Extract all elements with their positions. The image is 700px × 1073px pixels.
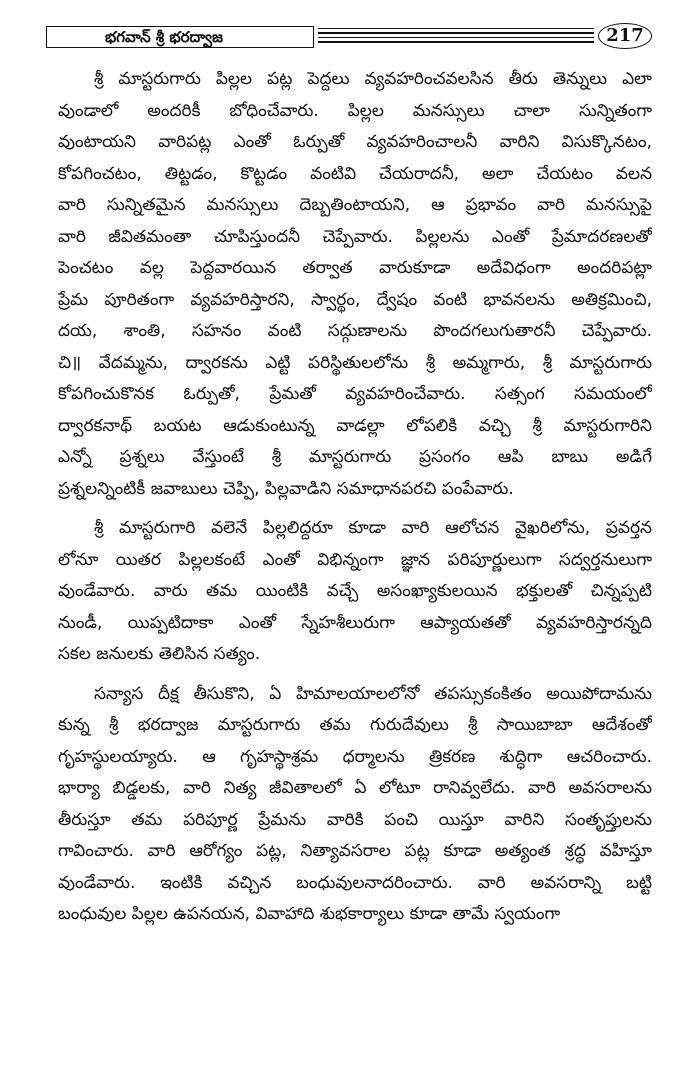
text-line: చి॥ వేదమ్మను, ద్వారకను ఎట్టి పరిస్థితులలోను శ్రీ అమ్మగారు, శ్రీ మాస్టరుగారు	[58, 352, 652, 373]
body-text	[58, 64, 652, 931]
text-line: గావించారు. వారి ఆరోగ్యం పట్ల, నిత్యావసరాల పట్ల కూడా అత్యంత శ్రద్ధ వహిస్తూ	[58, 841, 652, 861]
text-line: దయ, శాంతి, సహనం వంటి సద్గుణాలను పొందగలుగుతారనీ చెప్పేవారు.	[58, 321, 652, 341]
running-header	[46, 26, 652, 50]
text-line: వుండాలో అందరికీ బోధించేవారు. పిల్లల మనస్సులు చాలా సున్నితంగా	[58, 100, 652, 121]
header-rule	[318, 37, 594, 38]
text-line: శ్రీ మాస్టరుగారు పిల్లల పట్ల పెద్దలు వ్యవహరించవలసిన తీరు తెన్నులు ఎలా	[94, 69, 652, 89]
paragraph	[58, 64, 652, 505]
text-line: వుండేవారు. వారు తమ యింటికి వచ్చే అసంఖ్యాకులయిన భక్తులతో చిన్నప్పటి	[58, 581, 652, 601]
text-line: బంధువుల పిల్లల ఉపనయన, వివాహాది శుభకార్యాలు కూడా తామే స్వయంగా	[58, 904, 561, 924]
text-line: పెంచటం వల్ల పెద్దవారయిన తర్వాత వారుకూడా అదేవిధంగా అందరిపట్లా	[58, 258, 652, 278]
text-line: గృహస్థులయ్యారు. ఆ గృహస్థాశ్రమ ధర్మాలను త్రికరణ శుద్ధిగా ఆచరించారు.	[58, 746, 652, 767]
paragraph	[58, 513, 652, 671]
text-line: తీరుస్తూ తమ పరిపూర్ణ ప్రేమను వారికి పంచి యిస్తూ వారిని సంతృప్తులను	[58, 809, 652, 830]
text-line: ప్రేమ పూరితంగా వ్యవహరిస్తారని, స్వార్థం, ద్వేషం వంటి భావనలను అతిక్రమించి,	[58, 289, 652, 310]
text-line: ఎన్నో ప్రశ్నలు వేస్తుంటే శ్రీ మాస్టరుగారు ప్రసంగం ఆపి బాబు అడిగే	[58, 447, 652, 467]
text-line: కోపగించటం, తిట్టడం, కొట్టడం వంటివి చేయరాదనీ, అలా చేయటం వలన	[58, 163, 652, 184]
text-line: సకల జనులకు తెలిసిన సత్యం.	[58, 644, 261, 664]
text-line: నుండీ, యిప్పటిదాకా ఎంతో స్నేహశీలురుగా ఆప్యాయతతో వ్యవహరిస్తారన్నది	[58, 612, 652, 633]
text-line: వుంటాయని వారిపట్ల ఎంతో ఓర్పుతో వ్యవహరించాలనీ వారిని విసుక్కొనటం,	[58, 132, 652, 152]
header-rules	[318, 28, 594, 46]
text-line: కున్న శ్రీ భరద్వాజ మాస్టరుగారు తమ గురుదేవులు శ్రీ సాయిబాబా ఆదేశంతో	[58, 715, 652, 735]
header-rule	[318, 32, 594, 33]
page-number: 217	[598, 23, 652, 49]
paragraph-gap	[58, 671, 652, 679]
paragraph-gap	[58, 505, 652, 513]
text-line: లోనూ యితర పిల్లలకంటే ఎంతో విభిన్నంగా జ్ఞాన పరిపూర్ణులుగా సద్వర్తనులుగా	[58, 549, 652, 570]
text-line: కోపగించుకొనక ఓర్పుతో, ప్రేమతో వ్యవహరించేవారు. సత్సంగ సమయంలో	[58, 384, 652, 404]
text-line: శ్రీ మాస్టరుగారి వలెనే పిల్లలిద్దరూ కూడా వారి ఆలోచన వైఖరిలోను, ప్రవర్తన	[94, 518, 652, 538]
text-line: ద్వారకనాథ్ బయట ఆడుకుంటున్న వాడల్లా లోపలికి వచ్చి శ్రీ మాస్టరుగారిని	[58, 415, 652, 436]
text-line: సన్యాస దీక్ష తీసుకొని, ఏ హిమాలయాలలోనో తపస్సుకంకితం అయిపోదామను	[94, 683, 652, 704]
header-rule	[318, 28, 594, 29]
text-line: భార్యా బిడ్డలకు, వారి నిత్య జీవితాలలో ఏ లోటూ రానివ్వలేదు. వారి అవసరాలను	[58, 778, 652, 798]
text-line: ప్రశ్నలన్నింటికీ జవాబులు చెప్పి, పిల్లవాడిని సమాధానపరచి పంపేవారు.	[58, 478, 514, 499]
text-line: వారి సున్నితమైన మనస్సులు దెబ్బతింటాయని, ఆ ప్రభావం వారి మనస్సుపై	[58, 195, 652, 215]
text-line: వుండేవారు. ఇంటికి వచ్చిన బంధువులనాదరించారు. వారి అవసరాన్ని బట్టి	[58, 872, 652, 893]
text-line: వారి జీవితమంతా చూపిస్తుందనీ చెప్పేవారు. పిల్లలను ఎంతో ప్రేమాదరణలతో	[58, 226, 652, 247]
book-title: భగవాన్ శ్రీ భరద్వాజ	[46, 26, 314, 48]
paragraph	[58, 679, 652, 931]
header-rule	[318, 41, 594, 42]
